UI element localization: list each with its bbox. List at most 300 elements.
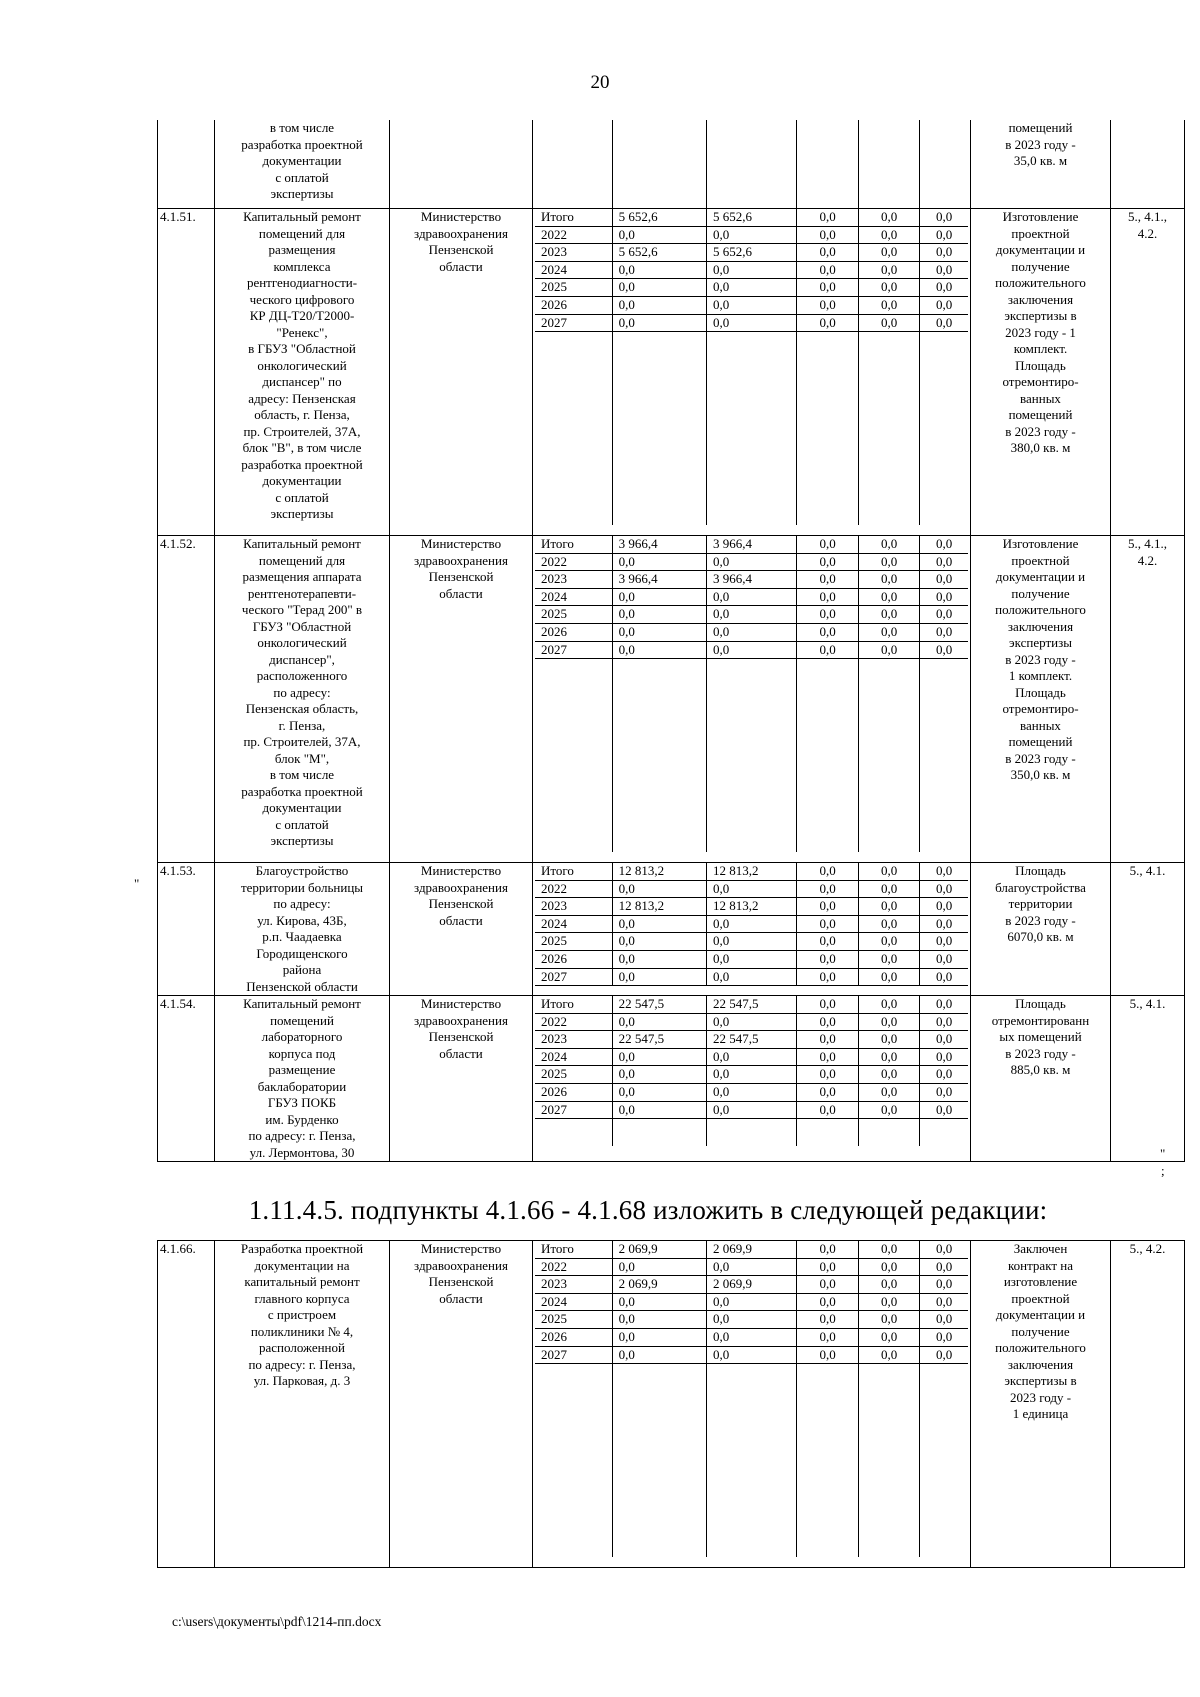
funding-other: 0,0 bbox=[920, 880, 968, 898]
funding-local: 0,0 bbox=[859, 553, 920, 571]
row-funding-cell bbox=[533, 863, 971, 996]
funding-other: 0,0 bbox=[920, 261, 968, 279]
funding-federal: 0,0 bbox=[796, 1101, 858, 1119]
funding-table bbox=[535, 536, 968, 852]
funding-local: 0,0 bbox=[859, 898, 920, 916]
funding-row bbox=[535, 606, 968, 624]
funding-row bbox=[535, 950, 968, 968]
funding-federal: 0,0 bbox=[796, 933, 858, 951]
row-ref: 5., 4.1., 4.2. bbox=[1128, 536, 1167, 568]
row-executor: Министерство здравоохранения Пензенской области bbox=[414, 536, 508, 601]
funding-total: 22 547,5 bbox=[612, 996, 706, 1013]
funding-year: 2023 bbox=[535, 898, 612, 916]
row-result-cell bbox=[971, 120, 1111, 209]
row-description: Капитальный ремонт помещений лабораторного корпуса под размещение баклаборатории ГБУЗ ПОКБ им. Бурденко по адресу: г. Пенза, ул. Лермонтова, 30 bbox=[243, 996, 361, 1160]
funding-local: 0,0 bbox=[859, 863, 920, 880]
funding-regional: 12 813,2 bbox=[706, 863, 796, 880]
funding-year: 2024 bbox=[535, 588, 612, 606]
funding-total: 0,0 bbox=[612, 641, 706, 659]
row-result: помещений в 2023 году - 35,0 кв. м bbox=[1005, 120, 1076, 168]
semicolon-mark: ; bbox=[1161, 1163, 1165, 1178]
funding-regional: 0,0 bbox=[706, 1013, 796, 1031]
funding-other: 0,0 bbox=[920, 641, 968, 659]
funding-local: 0,0 bbox=[859, 1258, 920, 1276]
funding-local: 0,0 bbox=[859, 915, 920, 933]
funding-local: 0,0 bbox=[859, 1066, 920, 1084]
funding-other: 0,0 bbox=[920, 1293, 968, 1311]
funding-year: 2022 bbox=[535, 226, 612, 244]
funding-year: 2022 bbox=[535, 1258, 612, 1276]
funding-row bbox=[535, 1031, 968, 1049]
funding-row bbox=[535, 641, 968, 659]
row-description: в том числе разработка проектной документации с оплатой экспертизы bbox=[241, 120, 363, 201]
row-number-cell bbox=[158, 120, 215, 209]
funding-other: 0,0 bbox=[920, 279, 968, 297]
funding-local: 0,0 bbox=[859, 571, 920, 589]
row-description: Капитальный ремонт помещений для размещения аппарата рентгенотерапевти- ческого "Терад 200" в ГБУЗ "Областной онкологический диспансер", расположенного по адресу: Пензенская область, г. Пенза, пр. Строителей, 37А, блок "М", в том числе разработка проектной документации с оплатой экспертизы bbox=[241, 536, 363, 848]
funding-other: 0,0 bbox=[920, 898, 968, 916]
funding-year: 2022 bbox=[535, 1013, 612, 1031]
funding-local: 0,0 bbox=[859, 536, 920, 553]
funding-federal: 0,0 bbox=[796, 1083, 858, 1101]
funding-year: 2026 bbox=[535, 296, 612, 314]
funding-year: 2024 bbox=[535, 1293, 612, 1311]
funding-federal: 0,0 bbox=[796, 209, 858, 226]
funding-federal: 0,0 bbox=[796, 1346, 858, 1364]
funding-local: 0,0 bbox=[859, 1048, 920, 1066]
funding-regional: 2 069,9 bbox=[706, 1276, 796, 1294]
funding-local: 0,0 bbox=[859, 244, 920, 262]
funding-row bbox=[535, 915, 968, 933]
funding-regional: 0,0 bbox=[706, 296, 796, 314]
funding-total: 0,0 bbox=[612, 314, 706, 332]
row-ref-cell bbox=[1111, 1241, 1185, 1568]
funding-row bbox=[535, 1083, 968, 1101]
row-result-cell bbox=[971, 863, 1111, 996]
funding-regional: 0,0 bbox=[706, 588, 796, 606]
funding-year: Итого bbox=[535, 863, 612, 880]
row-number-cell bbox=[158, 209, 215, 536]
row-result-cell bbox=[971, 536, 1111, 863]
table-row-continuation bbox=[158, 120, 1185, 209]
funding-row bbox=[535, 279, 968, 297]
funding-row bbox=[535, 1241, 968, 1258]
funding-local: 0,0 bbox=[859, 296, 920, 314]
table-row bbox=[158, 536, 1185, 863]
funding-row bbox=[535, 880, 968, 898]
funding-total: 0,0 bbox=[612, 296, 706, 314]
row-ref-cell bbox=[1111, 863, 1185, 996]
row-executor-cell bbox=[390, 536, 533, 863]
funding-regional: 0,0 bbox=[706, 1066, 796, 1084]
funding-regional: 3 966,4 bbox=[706, 536, 796, 553]
funding-total: 0,0 bbox=[612, 1293, 706, 1311]
funding-total: 0,0 bbox=[612, 1048, 706, 1066]
funding-row bbox=[535, 553, 968, 571]
funding-row bbox=[535, 1101, 968, 1119]
row-result: Изготовление проектной документации и получение положительного заключения экспертизы в 2023 году - 1 комплект. Площадь отремонтиро- ванных помещений в 2023 году - 350,0 кв. м bbox=[995, 536, 1086, 782]
funding-table bbox=[535, 863, 968, 986]
funding-regional: 2 069,9 bbox=[706, 1241, 796, 1258]
funding-row bbox=[535, 933, 968, 951]
funding-total: 22 547,5 bbox=[612, 1031, 706, 1049]
funding-other: 0,0 bbox=[920, 933, 968, 951]
funding-filler bbox=[535, 332, 968, 526]
funding-filler bbox=[535, 1364, 968, 1558]
funding-total: 0,0 bbox=[612, 1258, 706, 1276]
funding-other: 0,0 bbox=[920, 1258, 968, 1276]
funding-total: 3 966,4 bbox=[612, 571, 706, 589]
row-funding-cell bbox=[533, 536, 971, 863]
funding-federal: 0,0 bbox=[796, 1328, 858, 1346]
funding-year: Итого bbox=[535, 1241, 612, 1258]
program-table bbox=[157, 120, 1185, 1162]
funding-other: 0,0 bbox=[920, 1013, 968, 1031]
funding-total: 12 813,2 bbox=[612, 898, 706, 916]
funding-year: 2027 bbox=[535, 1346, 612, 1364]
funding-local: 0,0 bbox=[859, 606, 920, 624]
funding-federal: 0,0 bbox=[796, 1258, 858, 1276]
funding-local: 0,0 bbox=[859, 1346, 920, 1364]
funding-federal: 0,0 bbox=[796, 968, 858, 986]
funding-other: 0,0 bbox=[920, 226, 968, 244]
funding-year: Итого bbox=[535, 209, 612, 226]
funding-table bbox=[535, 996, 968, 1146]
funding-total: 0,0 bbox=[612, 915, 706, 933]
funding-row bbox=[535, 1346, 968, 1364]
funding-local: 0,0 bbox=[859, 996, 920, 1013]
funding-year: 2023 bbox=[535, 1276, 612, 1294]
funding-total: 0,0 bbox=[612, 880, 706, 898]
table-row bbox=[158, 209, 1185, 536]
funding-total: 2 069,9 bbox=[612, 1241, 706, 1258]
funding-other: 0,0 bbox=[920, 623, 968, 641]
funding-other: 0,0 bbox=[920, 244, 968, 262]
table-row bbox=[158, 996, 1185, 1162]
funding-regional: 0,0 bbox=[706, 623, 796, 641]
row-result: Площадь отремонтированн ых помещений в 2023 году - 885,0 кв. м bbox=[991, 996, 1090, 1077]
funding-federal: 0,0 bbox=[796, 1048, 858, 1066]
row-result: Изготовление проектной документации и получение положительного заключения экспертизы в 2023 году - 1 комплект. Площадь отремонтиро- ванных помещений в 2023 году - 380,0 кв. м bbox=[995, 209, 1086, 455]
close-quote-mark: " bbox=[1160, 1146, 1166, 1161]
funding-other: 0,0 bbox=[920, 209, 968, 226]
funding-year: 2025 bbox=[535, 933, 612, 951]
row-description-cell bbox=[215, 536, 390, 863]
funding-regional: 0,0 bbox=[706, 261, 796, 279]
funding-local: 0,0 bbox=[859, 1241, 920, 1258]
funding-regional: 0,0 bbox=[706, 279, 796, 297]
funding-federal: 0,0 bbox=[796, 296, 858, 314]
funding-year: 2023 bbox=[535, 244, 612, 262]
funding-regional: 22 547,5 bbox=[706, 1031, 796, 1049]
row-result-cell bbox=[971, 996, 1111, 1162]
row-ref: 5., 4.1. bbox=[1129, 996, 1166, 1011]
funding-federal: 0,0 bbox=[796, 588, 858, 606]
funding-row bbox=[535, 1066, 968, 1084]
row-description-cell bbox=[215, 863, 390, 996]
funding-federal: 0,0 bbox=[796, 623, 858, 641]
funding-total: 0,0 bbox=[612, 623, 706, 641]
funding-year: 2026 bbox=[535, 1328, 612, 1346]
funding-regional: 0,0 bbox=[706, 606, 796, 624]
funding-other: 0,0 bbox=[920, 588, 968, 606]
funding-row bbox=[535, 536, 968, 553]
row-executor: Министерство здравоохранения Пензенской области bbox=[414, 863, 508, 928]
row-number-cell bbox=[158, 536, 215, 863]
funding-other: 0,0 bbox=[920, 296, 968, 314]
funding-row bbox=[535, 863, 968, 880]
funding-regional: 0,0 bbox=[706, 880, 796, 898]
row-ref: 5., 4.1. bbox=[1129, 863, 1166, 878]
funding-regional: 0,0 bbox=[706, 314, 796, 332]
table-row bbox=[158, 1241, 1185, 1568]
funding-row bbox=[535, 209, 968, 226]
funding-other: 0,0 bbox=[920, 1276, 968, 1294]
row-description: Благоустройство территории больницы по адресу: ул. Кирова, 43Б, р.п. Чаадаевка Городищенского района Пензенской области bbox=[240, 863, 364, 994]
row-executor-cell bbox=[390, 1241, 533, 1568]
funding-other: 0,0 bbox=[920, 571, 968, 589]
funding-total: 3 966,4 bbox=[612, 536, 706, 553]
program-table-amendment bbox=[157, 1240, 1185, 1568]
funding-filler bbox=[535, 659, 968, 853]
funding-federal: 0,0 bbox=[796, 1276, 858, 1294]
funding-federal: 0,0 bbox=[796, 536, 858, 553]
funding-total: 0,0 bbox=[612, 1083, 706, 1101]
funding-row bbox=[535, 226, 968, 244]
funding-year: 2023 bbox=[535, 571, 612, 589]
funding-year: 2024 bbox=[535, 915, 612, 933]
funding-federal: 0,0 bbox=[796, 915, 858, 933]
row-description: Капитальный ремонт помещений для размещения комплекса рентгенодиагности- ческого цифрового КР ДЦ-Т20/Т2000- "Ренекс", в ГБУЗ "Областной онкологический диспансер" по адресу: Пензенская область, г. Пенза, пр. Строителей, 37А, блок "В", в том числе разработка проектной документации с оплатой экспертизы bbox=[241, 209, 363, 521]
row-years-cell bbox=[533, 120, 971, 209]
funding-local: 0,0 bbox=[859, 314, 920, 332]
funding-federal: 0,0 bbox=[796, 226, 858, 244]
table-row bbox=[158, 863, 1185, 996]
row-description-cell bbox=[215, 120, 390, 209]
row-result: Площадь благоустройства территории в 2023 году - 6070,0 кв. м bbox=[995, 863, 1086, 944]
funding-row bbox=[535, 1258, 968, 1276]
funding-table bbox=[535, 209, 968, 525]
funding-other: 0,0 bbox=[920, 950, 968, 968]
row-number: 4.1.54. bbox=[160, 996, 196, 1011]
funding-local: 0,0 bbox=[859, 1013, 920, 1031]
funding-local: 0,0 bbox=[859, 1083, 920, 1101]
funding-regional: 0,0 bbox=[706, 1048, 796, 1066]
funding-federal: 0,0 bbox=[796, 553, 858, 571]
funding-regional: 0,0 bbox=[706, 950, 796, 968]
funding-federal: 0,0 bbox=[796, 996, 858, 1013]
funding-federal: 0,0 bbox=[796, 279, 858, 297]
row-description: Разработка проектной документации на капитальный ремонт главного корпуса с пристроем поликлиники № 4, расположенной по адресу: г. Пенза, ул. Парковая, д. 3 bbox=[240, 1241, 364, 1388]
funding-local: 0,0 bbox=[859, 588, 920, 606]
funding-total: 0,0 bbox=[612, 968, 706, 986]
row-ref-cell bbox=[1111, 536, 1185, 863]
funding-regional: 0,0 bbox=[706, 1083, 796, 1101]
row-result-cell bbox=[971, 209, 1111, 536]
row-funding-cell bbox=[533, 209, 971, 536]
funding-local: 0,0 bbox=[859, 1276, 920, 1294]
funding-row bbox=[535, 898, 968, 916]
funding-federal: 0,0 bbox=[796, 880, 858, 898]
funding-year: Итого bbox=[535, 536, 612, 553]
row-executor-cell bbox=[390, 120, 533, 209]
funding-total: 0,0 bbox=[612, 1101, 706, 1119]
funding-year: 2027 bbox=[535, 1101, 612, 1119]
funding-regional: 0,0 bbox=[706, 933, 796, 951]
funding-total: 0,0 bbox=[612, 1328, 706, 1346]
funding-year: 2025 bbox=[535, 606, 612, 624]
funding-other: 0,0 bbox=[920, 553, 968, 571]
funding-local: 0,0 bbox=[859, 880, 920, 898]
funding-regional: 5 652,6 bbox=[706, 209, 796, 226]
funding-local: 0,0 bbox=[859, 226, 920, 244]
row-description-cell bbox=[215, 209, 390, 536]
funding-local: 0,0 bbox=[859, 1031, 920, 1049]
row-description-cell bbox=[215, 1241, 390, 1568]
funding-local: 0,0 bbox=[859, 933, 920, 951]
funding-other: 0,0 bbox=[920, 1048, 968, 1066]
row-ref: 5., 4.1., 4.2. bbox=[1128, 209, 1167, 241]
funding-year: 2026 bbox=[535, 623, 612, 641]
funding-year: 2027 bbox=[535, 968, 612, 986]
row-executor: Министерство здравоохранения Пензенской области bbox=[414, 996, 508, 1061]
funding-local: 0,0 bbox=[859, 1101, 920, 1119]
funding-year: 2024 bbox=[535, 261, 612, 279]
row-number: 4.1.51. bbox=[160, 209, 196, 224]
funding-regional: 0,0 bbox=[706, 915, 796, 933]
funding-regional: 0,0 bbox=[706, 1101, 796, 1119]
footer-file-path: c:\users\документы\pdf\1214-пп.docx bbox=[172, 1614, 382, 1629]
funding-regional: 0,0 bbox=[706, 553, 796, 571]
funding-federal: 0,0 bbox=[796, 1293, 858, 1311]
funding-other: 0,0 bbox=[920, 996, 968, 1013]
funding-other: 0,0 bbox=[920, 1066, 968, 1084]
funding-total: 0,0 bbox=[612, 1066, 706, 1084]
funding-total: 0,0 bbox=[612, 279, 706, 297]
funding-regional: 0,0 bbox=[706, 1293, 796, 1311]
funding-local: 0,0 bbox=[859, 968, 920, 986]
funding-year: 2022 bbox=[535, 553, 612, 571]
funding-regional: 0,0 bbox=[706, 226, 796, 244]
funding-federal: 0,0 bbox=[796, 606, 858, 624]
funding-total: 12 813,2 bbox=[612, 863, 706, 880]
funding-local: 0,0 bbox=[859, 209, 920, 226]
funding-federal: 0,0 bbox=[796, 898, 858, 916]
funding-year: 2026 bbox=[535, 1083, 612, 1101]
funding-other: 0,0 bbox=[920, 915, 968, 933]
row-executor-cell bbox=[390, 863, 533, 996]
funding-regional: 5 652,6 bbox=[706, 244, 796, 262]
funding-total: 5 652,6 bbox=[612, 209, 706, 226]
funding-other: 0,0 bbox=[920, 1241, 968, 1258]
funding-total: 0,0 bbox=[612, 606, 706, 624]
funding-total: 0,0 bbox=[612, 553, 706, 571]
funding-federal: 0,0 bbox=[796, 1066, 858, 1084]
funding-total: 0,0 bbox=[612, 1013, 706, 1031]
row-executor-cell bbox=[390, 209, 533, 536]
funding-total: 0,0 bbox=[612, 933, 706, 951]
funding-row bbox=[535, 968, 968, 986]
funding-year: 2025 bbox=[535, 279, 612, 297]
funding-other: 0,0 bbox=[920, 1328, 968, 1346]
row-executor: Министерство здравоохранения Пензенской области bbox=[414, 1241, 508, 1306]
funding-other: 0,0 bbox=[920, 1311, 968, 1329]
funding-federal: 0,0 bbox=[796, 950, 858, 968]
funding-local: 0,0 bbox=[859, 261, 920, 279]
funding-federal: 0,0 bbox=[796, 314, 858, 332]
open-quote-mark: " bbox=[134, 876, 140, 891]
funding-row bbox=[535, 1328, 968, 1346]
row-funding-cell bbox=[533, 996, 971, 1162]
funding-regional: 0,0 bbox=[706, 968, 796, 986]
funding-federal: 0,0 bbox=[796, 261, 858, 279]
funding-row bbox=[535, 996, 968, 1013]
funding-year: 2025 bbox=[535, 1311, 612, 1329]
funding-federal: 0,0 bbox=[796, 863, 858, 880]
funding-regional: 3 966,4 bbox=[706, 571, 796, 589]
funding-row bbox=[535, 1276, 968, 1294]
funding-total: 0,0 bbox=[612, 261, 706, 279]
funding-year: 2025 bbox=[535, 1066, 612, 1084]
funding-local: 0,0 bbox=[859, 641, 920, 659]
amendment-heading: 1.11.4.5. подпункты 4.1.66 - 4.1.68 изложить в следующей редакции: bbox=[248, 1195, 1048, 1225]
row-funding-cell bbox=[533, 1241, 971, 1568]
funding-row bbox=[535, 261, 968, 279]
funding-other: 0,0 bbox=[920, 1346, 968, 1364]
funding-regional: 22 547,5 bbox=[706, 996, 796, 1013]
row-ref-cell bbox=[1111, 120, 1185, 209]
funding-year: Итого bbox=[535, 996, 612, 1013]
funding-total: 0,0 bbox=[612, 950, 706, 968]
funding-federal: 0,0 bbox=[796, 1031, 858, 1049]
funding-row bbox=[535, 314, 968, 332]
funding-row bbox=[535, 296, 968, 314]
row-result-cell bbox=[971, 1241, 1111, 1568]
funding-total: 2 069,9 bbox=[612, 1276, 706, 1294]
funding-total: 0,0 bbox=[612, 226, 706, 244]
row-executor: Министерство здравоохранения Пензенской области bbox=[414, 209, 508, 274]
row-number-cell bbox=[158, 863, 215, 996]
funding-regional: 0,0 bbox=[706, 1328, 796, 1346]
funding-federal: 0,0 bbox=[796, 1241, 858, 1258]
funding-other: 0,0 bbox=[920, 1101, 968, 1119]
funding-table bbox=[535, 1241, 968, 1557]
page-number: 20 bbox=[590, 72, 610, 93]
row-number: 4.1.53. bbox=[160, 863, 196, 878]
funding-total: 0,0 bbox=[612, 1311, 706, 1329]
funding-other: 0,0 bbox=[920, 863, 968, 880]
funding-total: 0,0 bbox=[612, 588, 706, 606]
funding-year: 2023 bbox=[535, 1031, 612, 1049]
funding-federal: 0,0 bbox=[796, 641, 858, 659]
row-executor-cell bbox=[390, 996, 533, 1162]
funding-federal: 0,0 bbox=[796, 571, 858, 589]
funding-year: 2024 bbox=[535, 1048, 612, 1066]
funding-row bbox=[535, 588, 968, 606]
funding-regional: 12 813,2 bbox=[706, 898, 796, 916]
funding-year: 2027 bbox=[535, 641, 612, 659]
funding-year: 2022 bbox=[535, 880, 612, 898]
funding-other: 0,0 bbox=[920, 536, 968, 553]
funding-other: 0,0 bbox=[920, 968, 968, 986]
funding-total: 0,0 bbox=[612, 1346, 706, 1364]
funding-row bbox=[535, 1048, 968, 1066]
row-ref-cell bbox=[1111, 996, 1185, 1162]
funding-row bbox=[535, 244, 968, 262]
funding-filler bbox=[535, 986, 968, 987]
row-number: 4.1.66. bbox=[160, 1241, 196, 1256]
funding-row bbox=[535, 1311, 968, 1329]
